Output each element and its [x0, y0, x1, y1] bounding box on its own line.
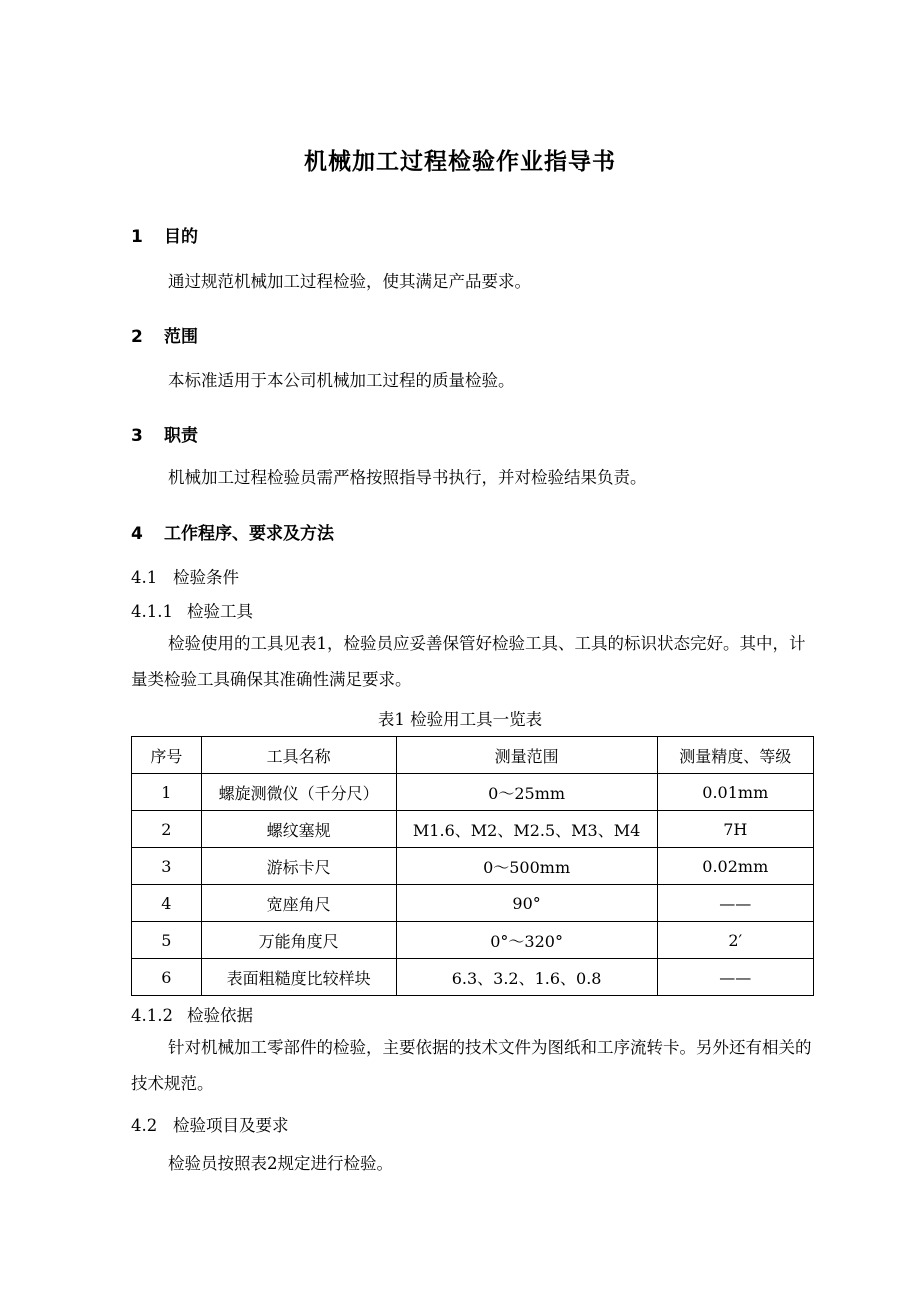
table-row	[132, 848, 814, 885]
header-cell: 序号	[132, 737, 202, 774]
section-title: 检验项目及要求	[173, 1116, 289, 1135]
section-4-1-heading	[131, 564, 239, 588]
table-cell: 90°	[396, 885, 657, 922]
table-cell: ——	[657, 885, 813, 922]
section-4-2-text: 检验员按照表2规定进行检验。	[168, 1154, 393, 1173]
table-cell: 0.02mm	[657, 848, 813, 885]
table-header-row	[132, 737, 814, 774]
section-3-heading	[131, 421, 198, 446]
section-title: 职责	[164, 426, 198, 446]
table-row	[132, 885, 814, 922]
table-cell: 0.01mm	[657, 774, 813, 811]
section-3-text: 机械加工过程检验员需严格按照指导书执行，并对检验结果负责。	[168, 468, 647, 487]
table-row	[132, 922, 814, 959]
section-2-heading	[131, 322, 198, 347]
section-number: 2	[131, 327, 143, 347]
table-cell: 6.3、3.2、1.6、0.8	[396, 959, 657, 996]
table-cell: 2′	[657, 922, 813, 959]
section-2-text: 本标准适用于本公司机械加工过程的质量检验。	[168, 371, 515, 390]
table-cell: 螺纹塞规	[201, 811, 396, 848]
table-cell: 2	[132, 811, 202, 848]
table-cell: 4	[132, 885, 202, 922]
table-cell: 0°～320°	[396, 922, 657, 959]
table-cell: 6	[132, 959, 202, 996]
tools-table	[131, 736, 814, 996]
section-title: 检验依据	[187, 1006, 253, 1025]
section-1-text: 通过规范机械加工过程检验，使其满足产品要求。	[168, 272, 531, 291]
table-cell: 螺旋测微仪（千分尺）	[201, 774, 396, 811]
document-title: 机械加工过程检验作业指导书	[304, 149, 616, 175]
table-cell: 表面粗糙度比较样块	[201, 959, 396, 996]
section-number: 3	[131, 426, 143, 446]
table-cell: 5	[132, 922, 202, 959]
table-row	[132, 959, 814, 996]
table-cell: 3	[132, 848, 202, 885]
table-cell: 0～500mm	[396, 848, 657, 885]
section-title: 工作程序、要求及方法	[164, 524, 334, 544]
table-cell: M1.6、M2、M2.5、M3、M4	[396, 811, 657, 848]
section-4-2-heading	[131, 1112, 289, 1136]
section-4-1-1-text: 检验使用的工具见表1，检验员应妥善保管好检验工具、工具的标识状态完好。其中，计量类检验工具确保其准确性满足要求。	[131, 634, 806, 689]
table-cell: 7H	[657, 811, 813, 848]
section-number: 4	[131, 524, 143, 544]
header-cell: 测量范围	[396, 737, 657, 774]
table-cell: 游标卡尺	[201, 848, 396, 885]
table-cell: 1	[132, 774, 202, 811]
table-1-caption: 表1 检验用工具一览表	[377, 710, 543, 729]
section-4-heading	[131, 519, 334, 544]
table-cell: ——	[657, 959, 813, 996]
section-4-1-1-heading	[131, 598, 253, 622]
table-row	[132, 774, 814, 811]
section-4-1-2-text: 针对机械加工零部件的检验，主要依据的技术文件为图纸和工序流转卡。另外还有相关的技术规范。	[131, 1038, 812, 1093]
table-row	[132, 811, 814, 848]
section-number: 4.2	[131, 1116, 158, 1135]
section-title: 目的	[164, 227, 198, 247]
section-number: 4.1	[131, 568, 158, 587]
section-number: 4.1.1	[131, 602, 173, 621]
section-1-heading	[131, 222, 198, 247]
table-cell: 万能角度尺	[201, 922, 396, 959]
header-cell: 测量精度、等级	[657, 737, 813, 774]
section-title: 检验条件	[173, 568, 239, 587]
section-title: 范围	[164, 327, 198, 347]
section-title: 检验工具	[187, 602, 253, 621]
table-cell: 宽座角尺	[201, 885, 396, 922]
header-cell: 工具名称	[201, 737, 396, 774]
section-number: 1	[131, 227, 143, 247]
table-cell: 0～25mm	[396, 774, 657, 811]
section-number: 4.1.2	[131, 1006, 173, 1025]
section-4-1-2-heading	[131, 1002, 253, 1026]
